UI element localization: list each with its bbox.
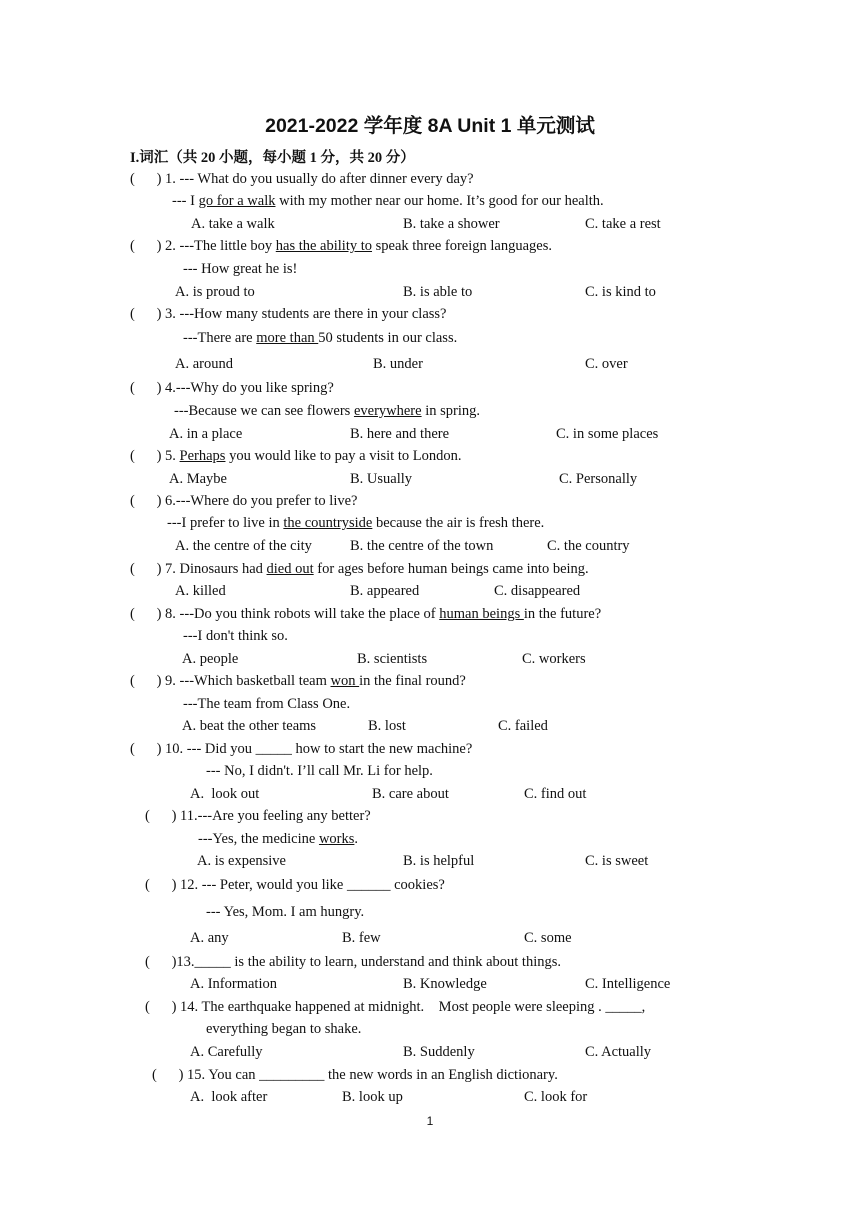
page-number: 1	[426, 1114, 434, 1128]
question-14-continuation: everything began to shake.	[206, 1021, 362, 1037]
question-6-dialogue	[167, 514, 544, 532]
question-2	[130, 237, 552, 255]
option-c: C. disappeared	[494, 583, 581, 599]
option-b: B. under	[373, 356, 423, 372]
option-b: B. Suddenly	[403, 1044, 475, 1060]
option-b: B. the centre of the town	[350, 538, 494, 554]
question-13: ( )13._____ is the ability to learn, understand and think about things.	[145, 954, 562, 970]
question-10-dialogue: --- No, I didn't. I’ll call Mr. Li for help.	[206, 763, 433, 779]
option-c: C. Personally	[559, 471, 638, 487]
question-12-dialogue: --- Yes, Mom. I am hungry.	[206, 904, 365, 920]
question-4: ( ) 4.---Why do you like spring?	[130, 380, 334, 396]
option-b: B. scientists	[357, 651, 428, 667]
underlined-phrase: has the ability to	[275, 238, 373, 254]
section-heading: I.词汇（共 20 小题，每小题 1 分，共 20 分）	[130, 150, 415, 166]
question-text: in the future?	[523, 606, 602, 622]
question-6: ( ) 6.---Where do you prefer to live?	[130, 493, 358, 509]
underlined-phrase: go for a walk	[198, 193, 276, 209]
option-c: C. Actually	[585, 1044, 652, 1060]
option-b: B. Usually	[350, 471, 413, 487]
option-a: A. in a place	[169, 426, 243, 442]
option-a: A. people	[182, 651, 239, 667]
underlined-phrase: died out	[266, 561, 314, 577]
question-11-dialogue	[198, 830, 358, 848]
option-c: C. in some places	[556, 426, 659, 442]
question-3-dialogue	[183, 329, 457, 347]
underlined-phrase: human beings	[439, 606, 524, 622]
question-1	[130, 170, 474, 188]
question-2-dialogue: --- How great he is!	[183, 261, 298, 277]
dialogue-text: ---Yes, the medicine	[198, 831, 319, 847]
dialogue-text: ---Because we can see flowers	[174, 403, 354, 419]
option-c: C. some	[524, 930, 572, 946]
option-b: B. look up	[342, 1089, 403, 1105]
option-a: A. is expensive	[197, 853, 286, 869]
option-b: B. few	[342, 930, 381, 946]
option-c: C. over	[585, 356, 628, 372]
question-text: ( ) 7. Dinosaurs had	[130, 561, 267, 577]
question-text: ( ) 9. ---Which basketball team	[130, 673, 331, 689]
option-a: A. any	[190, 930, 229, 946]
option-b: B. care about	[372, 786, 449, 802]
option-c: C. is sweet	[585, 853, 649, 869]
underlined-phrase: won	[330, 673, 360, 689]
question-14: ( ) 14. The earthquake happened at midnight. Most people were sleeping . _____,	[145, 999, 646, 1015]
option-c: C. find out	[524, 786, 587, 802]
question-7	[130, 560, 589, 578]
question-text: for ages before human beings came into being.	[313, 561, 589, 577]
option-c: C. failed	[498, 718, 548, 734]
option-a: A. the centre of the city	[175, 538, 312, 554]
dialogue-text: ---There are	[183, 330, 257, 346]
page-title: 2021-2022 学年度 8A Unit 1 单元测试	[265, 115, 595, 137]
question-8	[130, 605, 601, 623]
question-3: ( ) 3. ---How many students are there in your class?	[130, 306, 447, 322]
question-10: ( ) 10. --- Did you _____ how to start the new machine?	[130, 741, 473, 757]
dialogue-text: in spring.	[421, 403, 480, 419]
option-a: A. look out	[190, 786, 260, 802]
question-9-dialogue: ---The team from Class One.	[183, 696, 351, 712]
option-c: C. take a rest	[585, 216, 661, 232]
underlined-phrase: the countryside	[283, 515, 373, 531]
option-a: A. is proud to	[175, 284, 255, 300]
question-4-dialogue	[174, 402, 480, 420]
dialogue-text: because the air is fresh there.	[372, 515, 545, 531]
option-c: C. the country	[547, 538, 630, 554]
option-c: C. Intelligence	[585, 976, 671, 992]
dialogue-text: .	[354, 831, 359, 847]
question-5	[130, 447, 461, 465]
option-c: C. workers	[522, 651, 586, 667]
question-text: ( ) 8. ---Do you think robots will take the place of	[130, 606, 440, 622]
option-b: B. lost	[368, 718, 406, 734]
dialogue-text: with my mother near our home. It’s good for our health.	[275, 193, 604, 209]
dialogue-text: 50 students in our class.	[318, 330, 458, 346]
dialogue-text: --- I	[172, 193, 199, 209]
underlined-phrase: Perhaps	[179, 448, 226, 464]
option-b: B. is able to	[403, 284, 473, 300]
option-b: B. here and there	[350, 426, 450, 442]
option-c: C. look for	[524, 1089, 588, 1105]
dialogue-text: ---I prefer to live in	[167, 515, 284, 531]
underlined-phrase: works	[318, 831, 355, 847]
question-9	[130, 672, 466, 690]
option-b: B. is helpful	[403, 853, 475, 869]
option-c: C. is kind to	[585, 284, 656, 300]
option-a: A. look after	[190, 1089, 268, 1105]
question-text: in the final round?	[359, 673, 466, 689]
question-text: speak three foreign languages.	[372, 238, 552, 254]
question-15: ( ) 15. You can _________ the new words in an English dictionary.	[152, 1067, 558, 1083]
question-11: ( ) 11.---Are you feeling any better?	[145, 808, 371, 824]
option-a: A. Maybe	[169, 471, 227, 487]
option-b: B. Knowledge	[403, 976, 487, 992]
option-a: A. take a walk	[191, 216, 275, 232]
option-a: A. around	[175, 356, 233, 372]
option-b: B. take a shower	[403, 216, 500, 232]
question-12: ( ) 12. --- Peter, would you like ______ cookies?	[145, 877, 445, 893]
question-text: ( ) 5.	[130, 448, 180, 464]
option-a: A. killed	[175, 583, 226, 599]
underlined-phrase: everywhere	[353, 403, 422, 419]
option-b: B. appeared	[350, 583, 420, 599]
question-text: ( ) 2. ---The little boy	[130, 238, 276, 254]
option-a: A. beat the other teams	[182, 718, 317, 734]
option-a: A. Carefully	[190, 1044, 263, 1060]
question-8-dialogue: ---I don't think so.	[183, 628, 288, 644]
question-text: ( ) 1. --- What do you usually do after dinner every day?	[130, 171, 474, 187]
underlined-phrase: more than	[256, 330, 319, 346]
question-1-dialogue	[172, 192, 604, 210]
option-a: A. Information	[190, 976, 277, 992]
question-text: you would like to pay a visit to London.	[225, 448, 462, 464]
